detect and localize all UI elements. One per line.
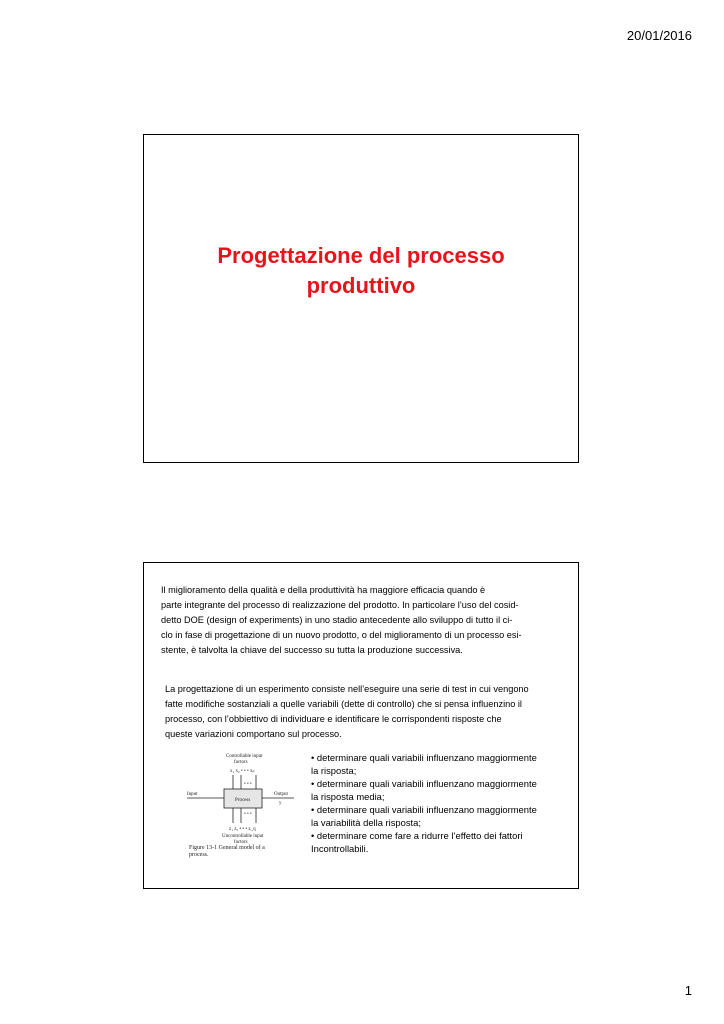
process-diagram [184, 749, 296, 859]
doe-line: La progettazione di un esperimento consiste nell’eseguire una serie di test in cui vengono [165, 684, 529, 694]
objective-line: la variabilità della risposta; [311, 817, 421, 828]
dots-top: • • • [244, 782, 252, 787]
doe-line: fatte modifiche sostanziali a quelle variabili (dette di controllo) che si pensa influenzino il [165, 699, 522, 709]
page-date: 20/01/2016 [626, 28, 692, 43]
figure-caption [189, 845, 265, 859]
process-label: Process [235, 798, 251, 803]
objectives-list [311, 751, 537, 855]
title-line-2: produttivo [306, 273, 416, 298]
intro-line: clo in fase di progettazione di un nuovo prodotto, o del miglioramento di un processo esi- [161, 630, 522, 640]
controllable-vars: x₁ x₂ • • • xₚ [230, 769, 255, 774]
objective-line: • determinare quali variabili influenzano maggiormente [311, 752, 537, 763]
dots-bottom: • • • [244, 812, 252, 817]
objective-line: • determinare come fare a ridurre l’effetto dei fattori [311, 830, 523, 841]
page-number: 1 [684, 983, 692, 998]
uncontrollable-label-1: Uncontrollable input [222, 834, 264, 839]
intro-line: detto DOE (design of experiments) in uno stadio antecedente allo sviluppo di tutto il ci- [161, 615, 513, 625]
objective-line: • determinare quali variabili influenzano maggiormente [311, 804, 537, 815]
caption-line-1: Figure 13-1 General model of a [189, 845, 265, 851]
objective-line: la risposta media; [311, 791, 385, 802]
doe-line: processo, con l’obbiettivo di individuare e identificare le corrispondenti risposte che [165, 714, 502, 724]
process-model-figure [184, 749, 296, 859]
title-line-1: Progettazione del processo [217, 243, 505, 268]
controllable-label-2: factors [234, 760, 248, 765]
intro-line: stente, è talvolta la chiave del successo su tutta la produzione successiva. [161, 645, 463, 655]
intro-line: parte integrante del processo di realizzazione del prodotto. In particolare l’uso del cosid- [161, 600, 519, 610]
output-label: Output [274, 792, 288, 797]
doe-line: queste variazioni comportano sul processo. [165, 729, 342, 739]
uncontrollable-label-2: factors [234, 840, 248, 845]
controllable-label-1: Controllable input [226, 754, 263, 759]
uncontrollable-vars: z₁ z₂ • • • z_q [229, 827, 256, 832]
output-var: y [279, 801, 282, 806]
slide-title [143, 134, 579, 463]
doe-paragraph [165, 682, 529, 742]
caption-line-2: process. [189, 852, 209, 858]
objective-line: Incontrollabili. [311, 843, 369, 854]
intro-paragraph [161, 583, 522, 658]
intro-line: Il miglioramento della qualità e della produttività ha maggiore efficacia quando è [161, 585, 486, 595]
objective-line: la risposta; [311, 765, 357, 776]
objective-line: • determinare quali variabili influenzano maggiormente [311, 778, 537, 789]
slide-content [143, 562, 579, 889]
slide-title-text [144, 241, 578, 301]
input-label: Input [187, 792, 198, 797]
